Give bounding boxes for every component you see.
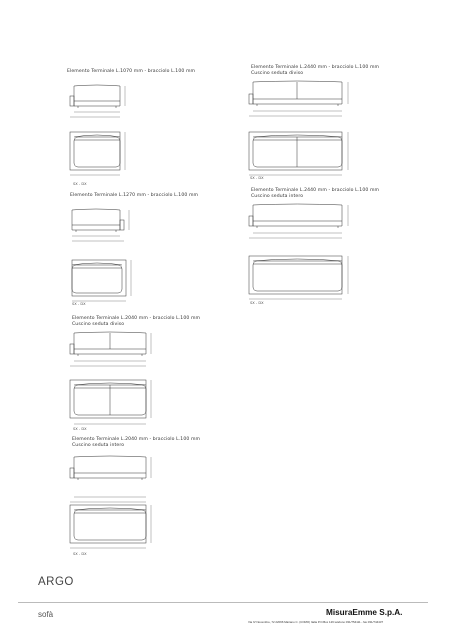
drawing-title: Elemento Terminale L.1270 mm - bracciolo L.100 mm: [70, 193, 199, 198]
drawing-title: Elemento Terminale L.1070 mm - bracciolo L.100 mm: [67, 69, 196, 74]
drawing-subtitle: Cuscino seduta intero: [251, 194, 304, 199]
drawing-title: Elemento Terminale L.2440 mm - bracciolo L.100 mm: [251, 65, 380, 70]
variant-code: SX - DX: [72, 302, 86, 306]
drawing-title: Elemento Terminale L.2440 mm - bracciolo L.100 mm: [251, 188, 380, 193]
variant-code: SX - DX: [73, 182, 87, 186]
variant-code: SX - DX: [250, 301, 264, 305]
company-address: Via IV Novembre, 72 22066 Mariano C. (COMO) Italia P.O.Box 126 telefono 031/754111 - fax 031/744437: [248, 620, 384, 624]
company-name: MisuraEmme S.p.A.: [326, 608, 403, 617]
variant-code: SX - DX: [73, 552, 87, 556]
drawing-subtitle: Cuscino seduta diviso: [72, 322, 125, 327]
drawing-title: Elemento Terminale L.2040 mm - bracciolo L.100 mm: [72, 437, 201, 442]
drawing-subtitle: Cuscino seduta intero: [72, 443, 125, 448]
drawing-subtitle: Cuscino seduta diviso: [251, 71, 304, 76]
variant-code: SX - DX: [250, 176, 264, 180]
drawing-title: Elemento Terminale L.2040 mm - bracciolo L.100 mm: [72, 316, 201, 321]
category-label: sofà: [38, 610, 54, 619]
variant-code: SX - DX: [73, 427, 87, 431]
collection-name: ARGO: [38, 576, 74, 588]
footer-divider: [18, 602, 428, 603]
